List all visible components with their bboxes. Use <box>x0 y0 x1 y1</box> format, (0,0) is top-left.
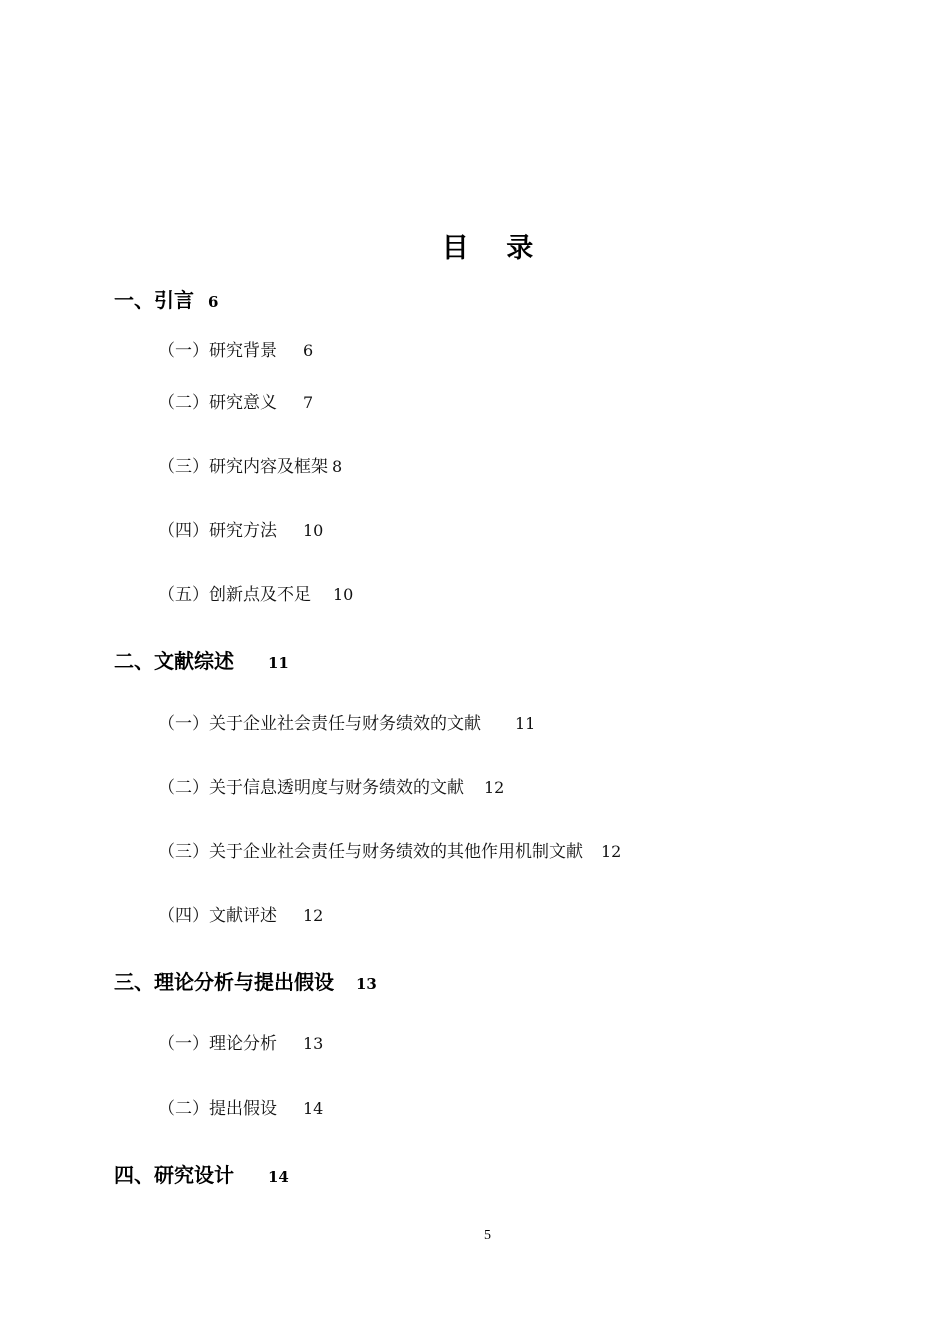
toc-entry-label: 二、文献综述 <box>114 649 234 673</box>
toc-entry-level2[interactable] <box>158 844 621 861</box>
toc-entry-level2[interactable] <box>158 395 313 412</box>
toc-entry-label: 四、研究设计 <box>114 1163 234 1187</box>
toc-entry-label: （五）创新点及不足 <box>158 585 311 605</box>
toc-entry-page: 13 <box>356 975 377 993</box>
toc-entry-label: （一）研究背景 <box>158 341 277 361</box>
toc-entry-page: 10 <box>303 521 324 540</box>
toc-entry-page: 6 <box>303 341 314 360</box>
toc-entry-level1[interactable] <box>114 972 377 992</box>
toc-entry-page: 13 <box>303 1034 324 1053</box>
toc-entry-page: 12 <box>484 778 505 797</box>
toc-entry-level2[interactable] <box>158 459 342 476</box>
toc-entry-level1[interactable] <box>114 651 289 671</box>
toc-title: 目 录 <box>441 233 534 264</box>
toc-entry-page: 14 <box>303 1099 324 1118</box>
toc-entry-page: 14 <box>268 1168 289 1186</box>
toc-entry-label: 一、引言 <box>114 288 194 312</box>
toc-entry-level2[interactable] <box>158 716 535 733</box>
toc-entry-label: （二）提出假设 <box>158 1099 277 1119</box>
toc-entry-level2[interactable] <box>158 523 323 540</box>
toc-entry-level2[interactable] <box>158 343 313 360</box>
toc-entry-page: 11 <box>268 654 289 672</box>
toc-entry-level2[interactable] <box>158 1101 323 1118</box>
toc-entry-label: （四）研究方法 <box>158 521 277 541</box>
toc-entry-page: 6 <box>208 293 219 311</box>
toc-entry-label: （三）关于企业社会责任与财务绩效的其他作用机制文献 <box>158 842 583 862</box>
toc-entry-level2[interactable] <box>158 780 504 797</box>
toc-entry-page: 12 <box>601 842 622 861</box>
toc-entry-label: （二）研究意义 <box>158 393 277 413</box>
page-number: 5 <box>484 1228 491 1243</box>
toc-entry-level2[interactable] <box>158 587 353 604</box>
toc-entry-page: 7 <box>303 393 314 412</box>
toc-entry-label: （一）理论分析 <box>158 1034 277 1054</box>
toc-entry-label: （一）关于企业社会责任与财务绩效的文献 <box>158 714 481 734</box>
toc-entry-page: 10 <box>333 585 354 604</box>
toc-entry-label: （三）研究内容及框架 <box>158 457 328 477</box>
toc-entry-label: 三、理论分析与提出假设 <box>114 970 334 994</box>
toc-entry-label: （二）关于信息透明度与财务绩效的文献 <box>158 778 464 798</box>
toc-entry-page: 12 <box>303 906 324 925</box>
toc-entry-page: 8 <box>332 457 343 476</box>
toc-entry-page: 11 <box>515 714 536 733</box>
toc-entry-label: （四）文献评述 <box>158 906 277 926</box>
toc-entry-level1[interactable] <box>114 1165 289 1185</box>
toc-entry-level2[interactable] <box>158 1036 323 1053</box>
toc-entry-level1[interactable] <box>114 290 218 310</box>
toc-entry-level2[interactable] <box>158 908 323 925</box>
